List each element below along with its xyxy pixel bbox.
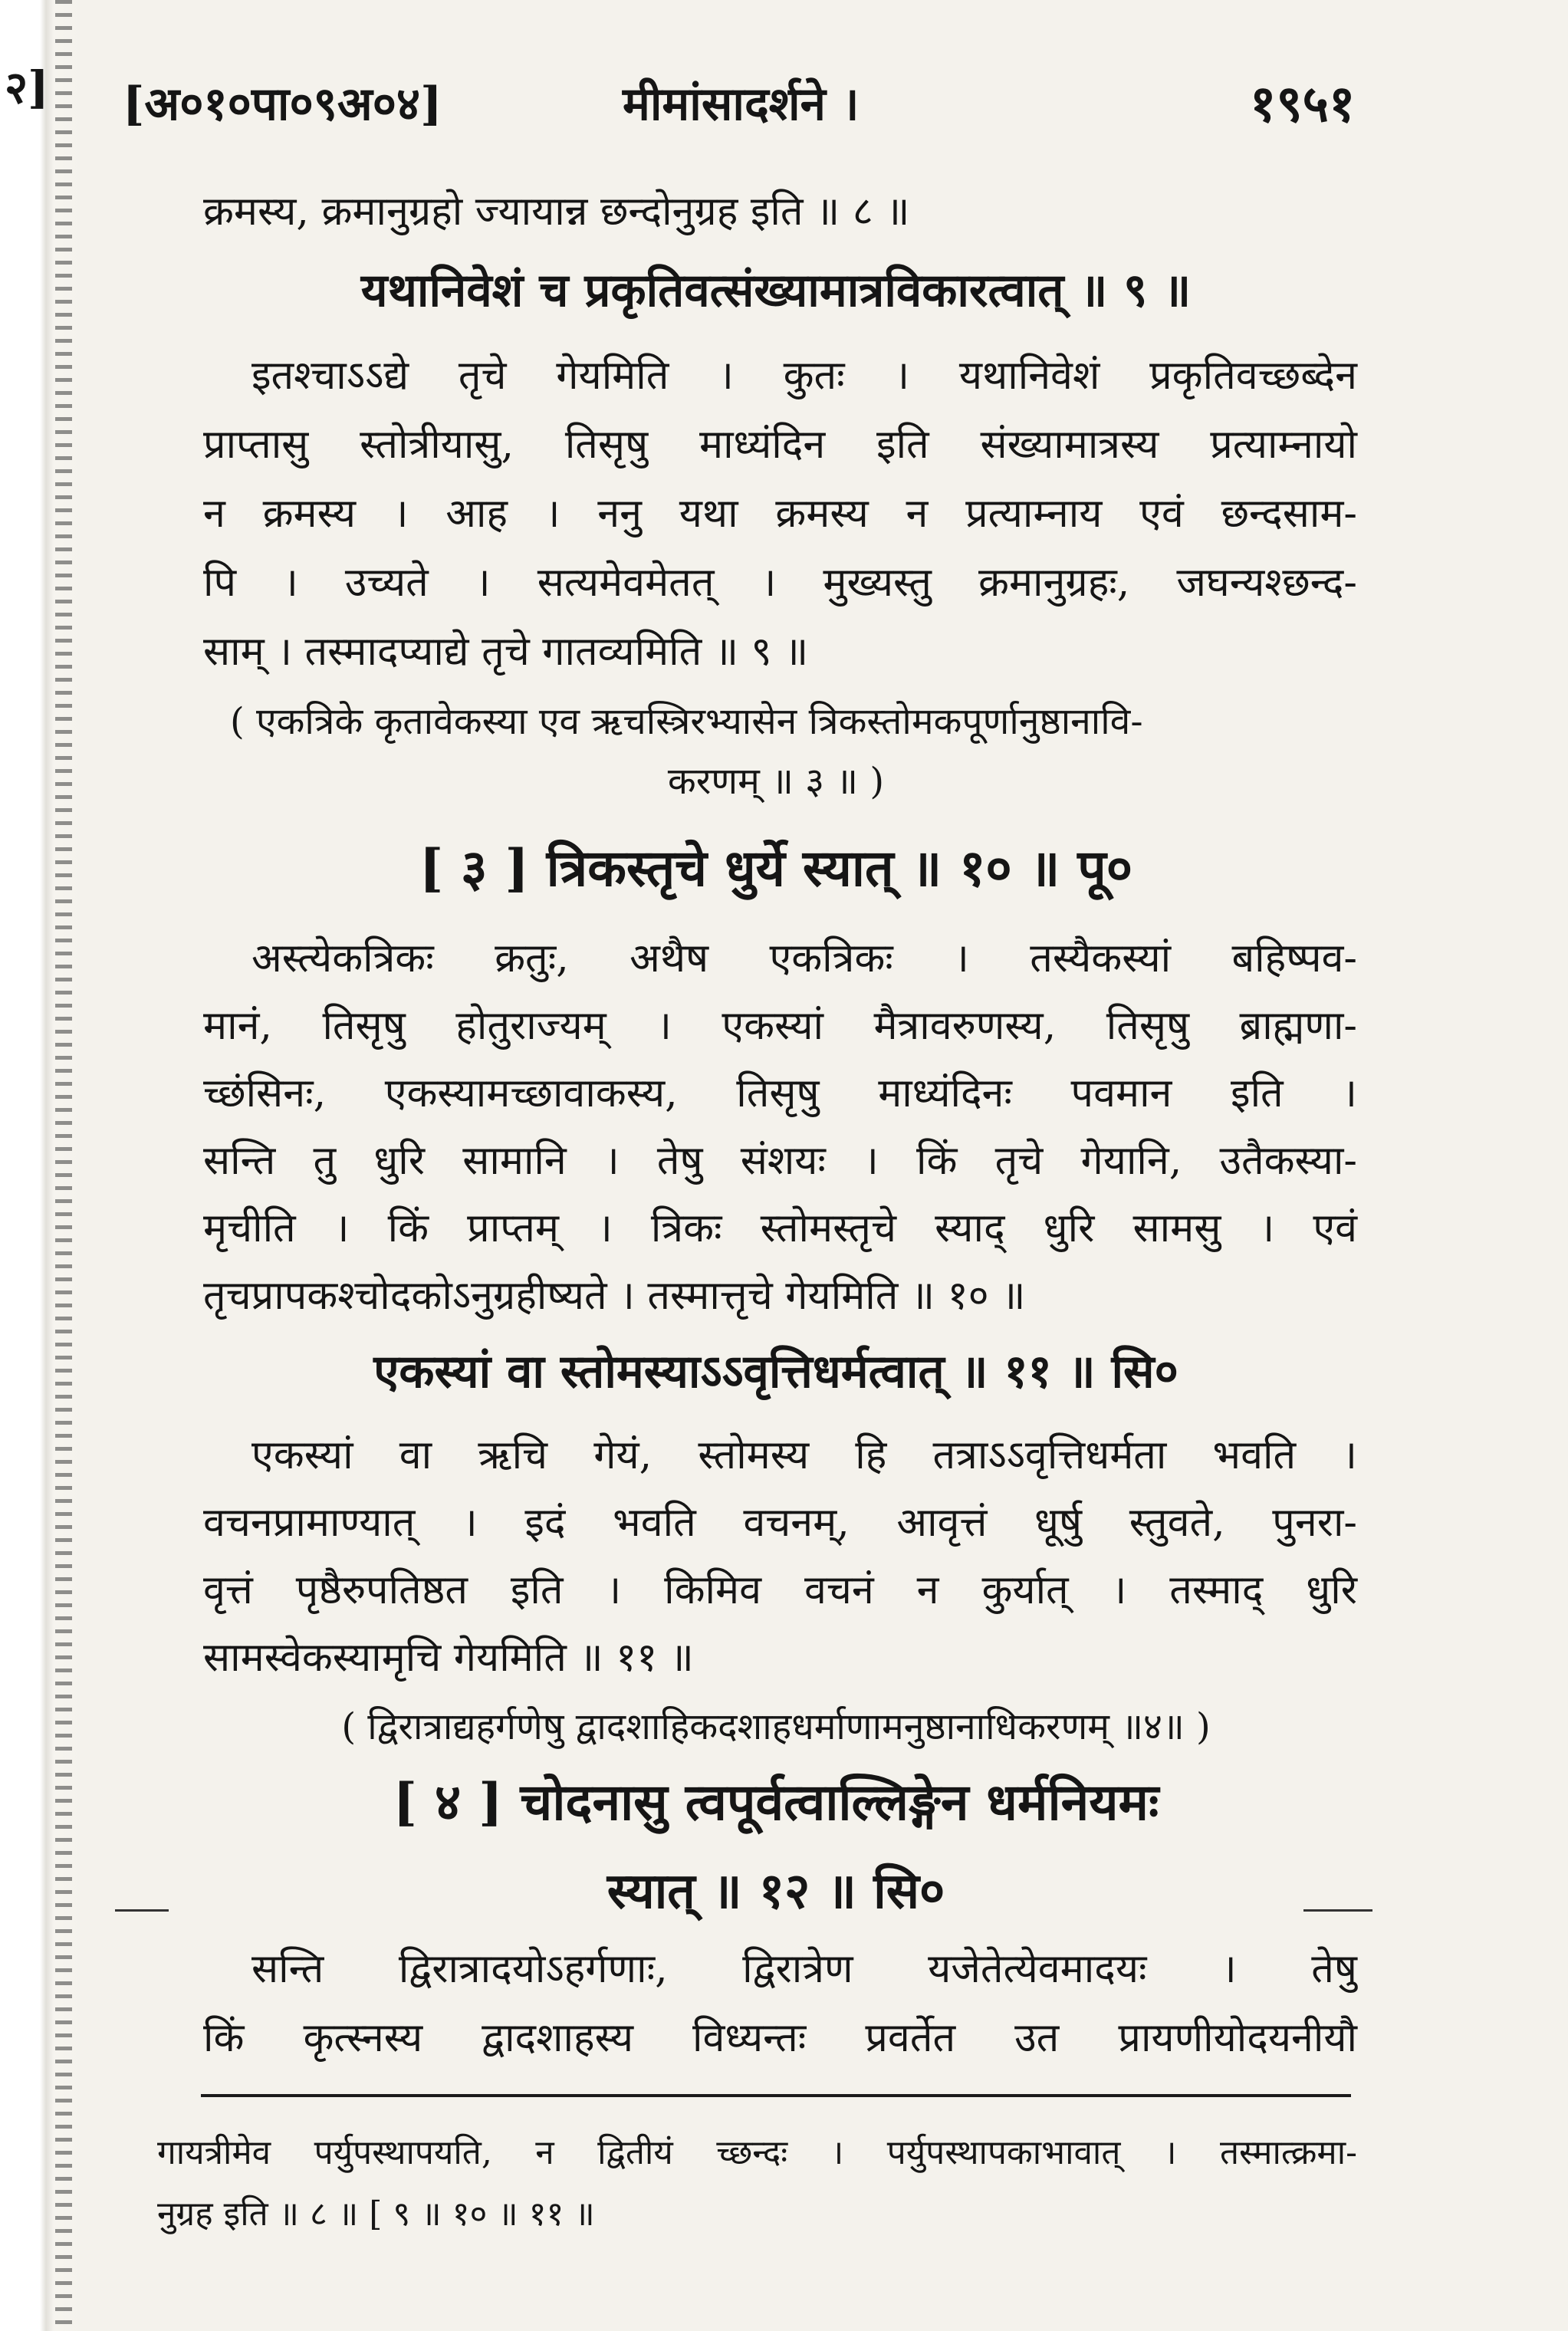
commentary-line: मृचीति । किं प्राप्तम् । त्रिकः स्तोमस्तृचे स्याद् धुरि सामसु । एवं — [203, 1205, 1357, 1251]
footnote-line: नुग्रह इति ॥ ८ ॥ [ ९ ॥ १० ॥ ११ ॥ — [157, 2195, 595, 2234]
adhikarana-heading: करणम् ॥ ३ ॥ ) — [667, 760, 885, 803]
footnote-rule — [201, 2094, 1351, 2097]
commentary-line: पि । उच्यते । सत्यमेवमेतत् । मुख्यस्तु क्रमानुग्रहः, जघन्यश्छन्द- — [203, 560, 1357, 606]
binding-stitching — [55, 0, 72, 2331]
commentary-line: किं कृत्स्नस्य द्वादशाहस्य विध्यन्तः प्रवर्तेत उत प्रायणीयोदयनीयौ — [203, 2015, 1357, 2061]
adhikarana-heading: ( एकत्रिके कृतावेकस्या एव ऋचस्त्रिरभ्यासेन त्रिकस्तोमकपूर्णानुष्ठानावि- — [230, 700, 1143, 743]
sutra-11: एकस्यां वा स्तोमस्याऽऽवृत्तिधर्मत्वात् ॥ ११ ॥ सि० — [373, 1345, 1178, 1399]
sutra-12: [ ४ ] चोदनासु त्वपूर्वत्वाल्लिङ्गेन धर्मनियमः — [393, 1772, 1159, 1832]
commentary-line: सन्ति तु धुरि सामानि । तेषु संशयः । किं तृचे गेयानि, उतैकस्या- — [203, 1138, 1357, 1184]
header-reference: [अ०१०पा०९अ०४] — [123, 77, 442, 131]
page-title: मीमांसादर्शने । — [623, 77, 860, 131]
adhikarana-heading: ( द्विरात्राद्यहर्गणेषु द्वादशाहिकदशाहधर्माणामनुष्ठानाधिकरणम् ॥४॥ ) — [341, 1705, 1211, 1748]
commentary-line: च्छंसिनः, एकस्यामच्छावाकस्य, तिसृषु माध्यंदिनः पवमान इति । — [203, 1070, 1357, 1116]
commentary-line: सन्ति द्विरात्रादयोऽहर्गणाः, द्विरात्रेण यजेतेत्येवमादयः । तेषु — [251, 1946, 1357, 1992]
commentary-line: वृत्तं पृष्ठैरुपतिष्ठत इति । किमिव वचनं न कुर्यात् । तस्माद् धुरि — [203, 1567, 1357, 1613]
sutra-12-continued: स्यात् ॥ १२ ॥ सि० — [606, 1862, 945, 1920]
commentary-line: एकस्यां वा ऋचि गेयं, स्तोमस्य हि तत्राऽऽवृत्तिधर्मता भवति । — [251, 1432, 1357, 1478]
commentary-line: अस्त्येकत्रिकः क्रतुः, अथैष एकत्रिकः । तस्यैकस्यां बहिष्पव- — [251, 935, 1357, 981]
commentary-line: प्राप्तासु स्तोत्रीयासु, तिसृषु माध्यंदिन इति संख्यामात्रस्य प्रत्याम्नायो — [203, 422, 1357, 468]
commentary-line: सामस्वेकस्यामृचि गेयमिति ॥ ११ ॥ — [203, 1635, 694, 1681]
commentary-line: वचनप्रामाण्यात् । इदं भवति वचनम्, आवृत्तं धूर्षु स्तुवते, पुनरा- — [203, 1500, 1357, 1546]
sutra-9: यथानिवेशं च प्रकृतिवत्संख्यामात्रविकारत्वात् ॥ ९ ॥ — [360, 264, 1192, 317]
commentary-line: क्रमस्य, क्रमानुग्रहो ज्यायान्न छन्दोनुग्रह इति ॥ ८ ॥ — [203, 189, 910, 235]
commentary-line: मानं, तिसृषु होतुराज्यम् । एकस्यां मैत्रावरुणस्य, तिसृषु ब्राह्मणा- — [203, 1003, 1357, 1049]
margin-dash — [1303, 1909, 1372, 1912]
commentary-line: इतश्चाऽऽद्ये तृचे गेयमिति । कुतः । यथानिवेशं प्रकृतिवच्छब्देन — [251, 353, 1357, 399]
commentary-line: न क्रमस्य । आह । ननु यथा क्रमस्य न प्रत्याम्नाय एवं छन्दसाम- — [203, 491, 1357, 537]
page-number: १९५१ — [1250, 74, 1356, 133]
footnote-line: गायत्रीमेव पर्युपस्थापयति, न द्वितीयं च्छन्दः । पर्युपस्थापकाभावात् । तस्मात्क्रमा- — [157, 2133, 1357, 2172]
sutra-10: [ ३ ] त्रिकस्तृचे धुर्ये स्यात् ॥ १० ॥ पू० — [419, 838, 1133, 898]
header-left-mark: २] — [5, 61, 49, 113]
commentary-line: साम् । तस्मादप्याद्ये तृचे गातव्यमिति ॥ ९ ॥ — [203, 629, 809, 675]
commentary-line: तृचप्रापकश्चोदकोऽनुग्रहीष्यते । तस्मात्तृचे गेयमिति ॥ १० ॥ — [203, 1273, 1026, 1319]
binding-edge — [0, 0, 86, 2331]
margin-dash — [115, 1909, 169, 1912]
